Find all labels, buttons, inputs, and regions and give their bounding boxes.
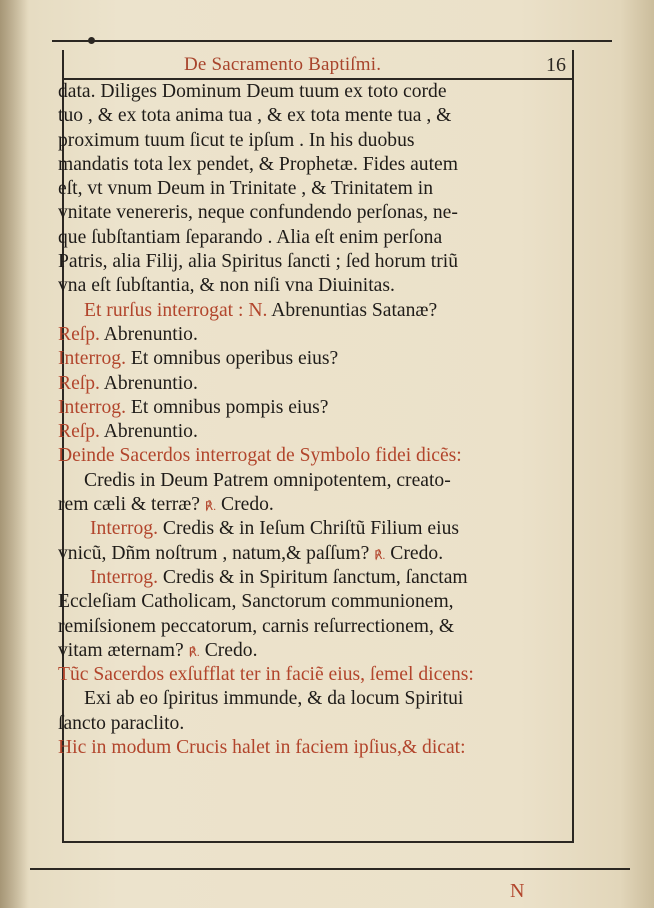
rubric-text: N. (248, 299, 268, 321)
body-text: Et omnibus operibus eius? (126, 348, 339, 370)
body-text: vna eſt ſubſtantia, & non niſi vna Diuinitas. (58, 275, 395, 297)
rubric-text: Tũc Sacerdos exſufflat ter in faciẽ eius, ſemel dicens: (58, 664, 474, 686)
body-text: vnicũ, Dñm noſtrum , natum,& paſſum? (58, 542, 375, 564)
rubric-text: Reſp. (58, 372, 100, 394)
text-line (58, 517, 568, 541)
page-number: 16 (546, 54, 566, 76)
rubric-text: Interrog. (58, 396, 127, 418)
response-symbol: ℟. (188, 644, 200, 659)
bottom-frame-rule (62, 841, 574, 843)
text-line (58, 153, 568, 177)
text-line (58, 372, 568, 396)
body-text: Eccleſiam Catholicam, Sanctorum communionem, (58, 591, 454, 613)
rubric-text: Hic in modum Crucis halet in faciem ipſius,& dicat: (58, 737, 466, 759)
top-rule (52, 40, 612, 42)
rubric-text: Reſp. (58, 421, 100, 443)
body-text: tuo , & ex tota anima tua , & ex tota mente tua , & (58, 105, 452, 127)
text-line (58, 542, 568, 566)
body-text: mandatis tota lex pendet, & Prophetæ. Fides autem (58, 153, 458, 175)
text-line (58, 201, 568, 225)
body-text: Credo. (216, 494, 274, 516)
text-line (58, 687, 568, 711)
catchword: N (510, 880, 525, 902)
body-text: vnitate venereris, neque confundendo perſonas, ne- (58, 202, 458, 224)
text-line (58, 420, 568, 444)
text-line (58, 663, 568, 687)
text-line (58, 347, 568, 371)
body-text: Credis in Deum Patrem omnipotentem, creato- (84, 469, 451, 491)
body-text: que ſubſtantiam ſeparando . Alia eſt enim perſona (58, 226, 443, 248)
rubric-text: Interrog. (90, 566, 159, 588)
rubric-text: Et rurſus interrogat : (84, 299, 249, 321)
text-line (58, 274, 568, 298)
text-line (58, 590, 568, 614)
text-line (58, 615, 568, 639)
text-line (58, 104, 568, 128)
body-text: Exi ab eo ſpiritus immunde, & da locum Spiritui (84, 688, 464, 710)
text-line (58, 469, 568, 493)
text-line (58, 566, 568, 590)
body-text: Abrenuntio. (99, 372, 198, 394)
running-head: De Sacramento Baptiſmi. (184, 54, 382, 75)
text-line (58, 299, 568, 323)
text-line (58, 639, 568, 663)
text-line (58, 177, 568, 201)
text-line (58, 226, 568, 250)
text-block (58, 80, 568, 760)
body-text: Abrenuntio. (99, 421, 198, 443)
response-symbol: ℟. (374, 547, 386, 562)
body-text: Abrenuntias Satanæ? (267, 299, 438, 321)
body-text: eſt, vt vnum Deum in Trinitate , & Trinitatem in (58, 178, 434, 200)
text-line (58, 712, 568, 736)
text-line (58, 129, 568, 153)
text-line (58, 396, 568, 420)
body-text: remiſsionem peccatorum, carnis reſurrectionem, & (58, 615, 455, 637)
rubric-text: Reſp. (58, 323, 100, 345)
body-text: ſancto paraclito. (58, 712, 185, 734)
text-line (58, 80, 568, 104)
body-text: Credo. (199, 639, 258, 661)
body-text: Credis & in Ieſum Chriſtũ Filium eius (158, 518, 459, 540)
body-text: Patris, alia Filij, alia Spiritus ſancti ; ſed horum triũ (58, 251, 458, 273)
body-text: Et omnibus pompis eius? (126, 396, 329, 418)
body-text: vitam æternam? (58, 639, 189, 661)
text-line (58, 250, 568, 274)
rubric-text: Interrog. (58, 348, 127, 370)
body-text: Abrenuntio. (99, 323, 198, 345)
text-line (58, 493, 568, 517)
body-text: data. Diliges Dominum Deum tuum ex toto corde (58, 81, 447, 102)
page-header (62, 52, 574, 78)
body-text: rem cæli & terræ? (58, 494, 205, 516)
body-text: Credis & in Spiritum ſanctum, ſanctam (158, 566, 468, 588)
body-text: Credo. (385, 542, 444, 564)
text-line (58, 323, 568, 347)
body-text: proximum tuum ſicut te ipſum . In his duobus (58, 129, 415, 151)
rubric-text: Deinde Sacerdos interrogat de Symbolo fidei dicẽs: (58, 445, 462, 467)
footer-rule (30, 868, 630, 870)
rubric-text: Interrog. (90, 518, 159, 540)
text-line (58, 736, 568, 760)
right-frame-rule (572, 50, 574, 842)
text-line (58, 444, 568, 468)
response-symbol: ℟. (204, 499, 217, 514)
